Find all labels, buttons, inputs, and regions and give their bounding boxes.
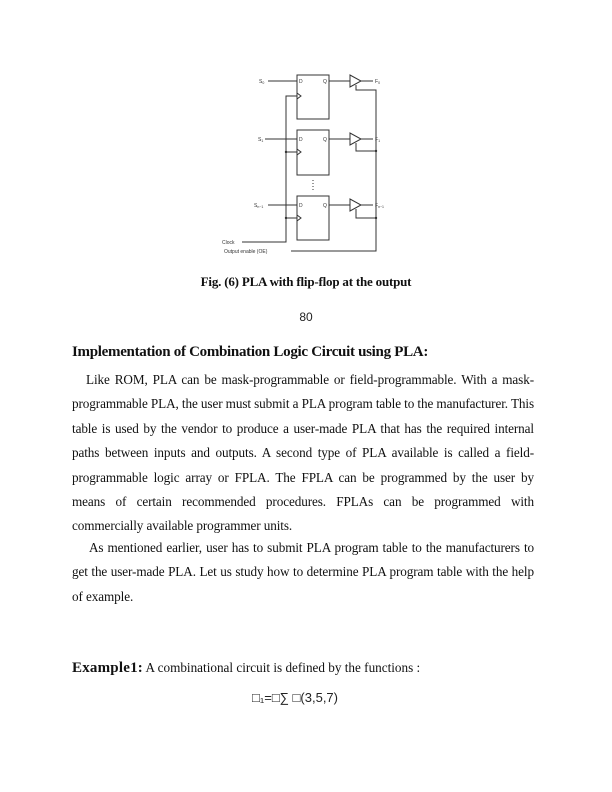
input-label-s1: $S_1$ [258,137,264,143]
paragraph-1: Like ROM, PLA can be mask-programmable or field-programmable. With a mask-programmable PLA, the user must submit a PLA program table to the manufacturer. This table is used by the vendor to produce a user-made PLA that has the required internal paths between inputs and outputs. A second type of PLA available is called a field-programmable logic array or FPLA. The FPLA can be programmed by the user by means of certain recommended procedures. FPLAs can be programmed with commercially available programmer units. [72,372,534,534]
example-line [72,660,420,677]
input-label-s0: $S_0$ [259,79,265,85]
svg-text:Q: Q [323,203,327,209]
output-label-f0: $F_0$ [375,79,381,85]
example-text: A combinational circuit is defined by the functions : [142,660,421,675]
pla-flipflop-diagram [218,68,390,260]
output-label-f1: $F_1$ [375,137,381,143]
example-formula: □₁=□∑ □(3,5,7) [252,690,338,705]
svg-text:Q: Q [323,79,327,85]
paragraph-2: As mentioned earlier, user has to submit PLA program table to the manufacturers to get the user-made PLA. Let us study how to determine PLA program table with the help of example. [72,540,534,604]
section-heading: Implementation of Combination Logic Circuit using PLA: [72,344,429,360]
svg-text:D: D [299,203,303,209]
svg-text:Q: Q [323,137,327,143]
input-label-sn-1: $S_{n-1}$ [254,203,264,209]
example-label: Example1: [72,660,143,676]
pla-flipflop-figure [218,68,390,260]
output-label-fn-1: $F_{n-1}$ [375,203,384,209]
figure-caption: Fig. (6) PLA with flip-flop at the output [200,274,412,289]
clock-label: Clock [222,240,235,246]
d-label: D [299,79,303,85]
output-enable-label: Output enable (OE) [224,249,268,255]
svg-text:D: D [299,137,303,143]
page-number: 80 [299,310,313,324]
